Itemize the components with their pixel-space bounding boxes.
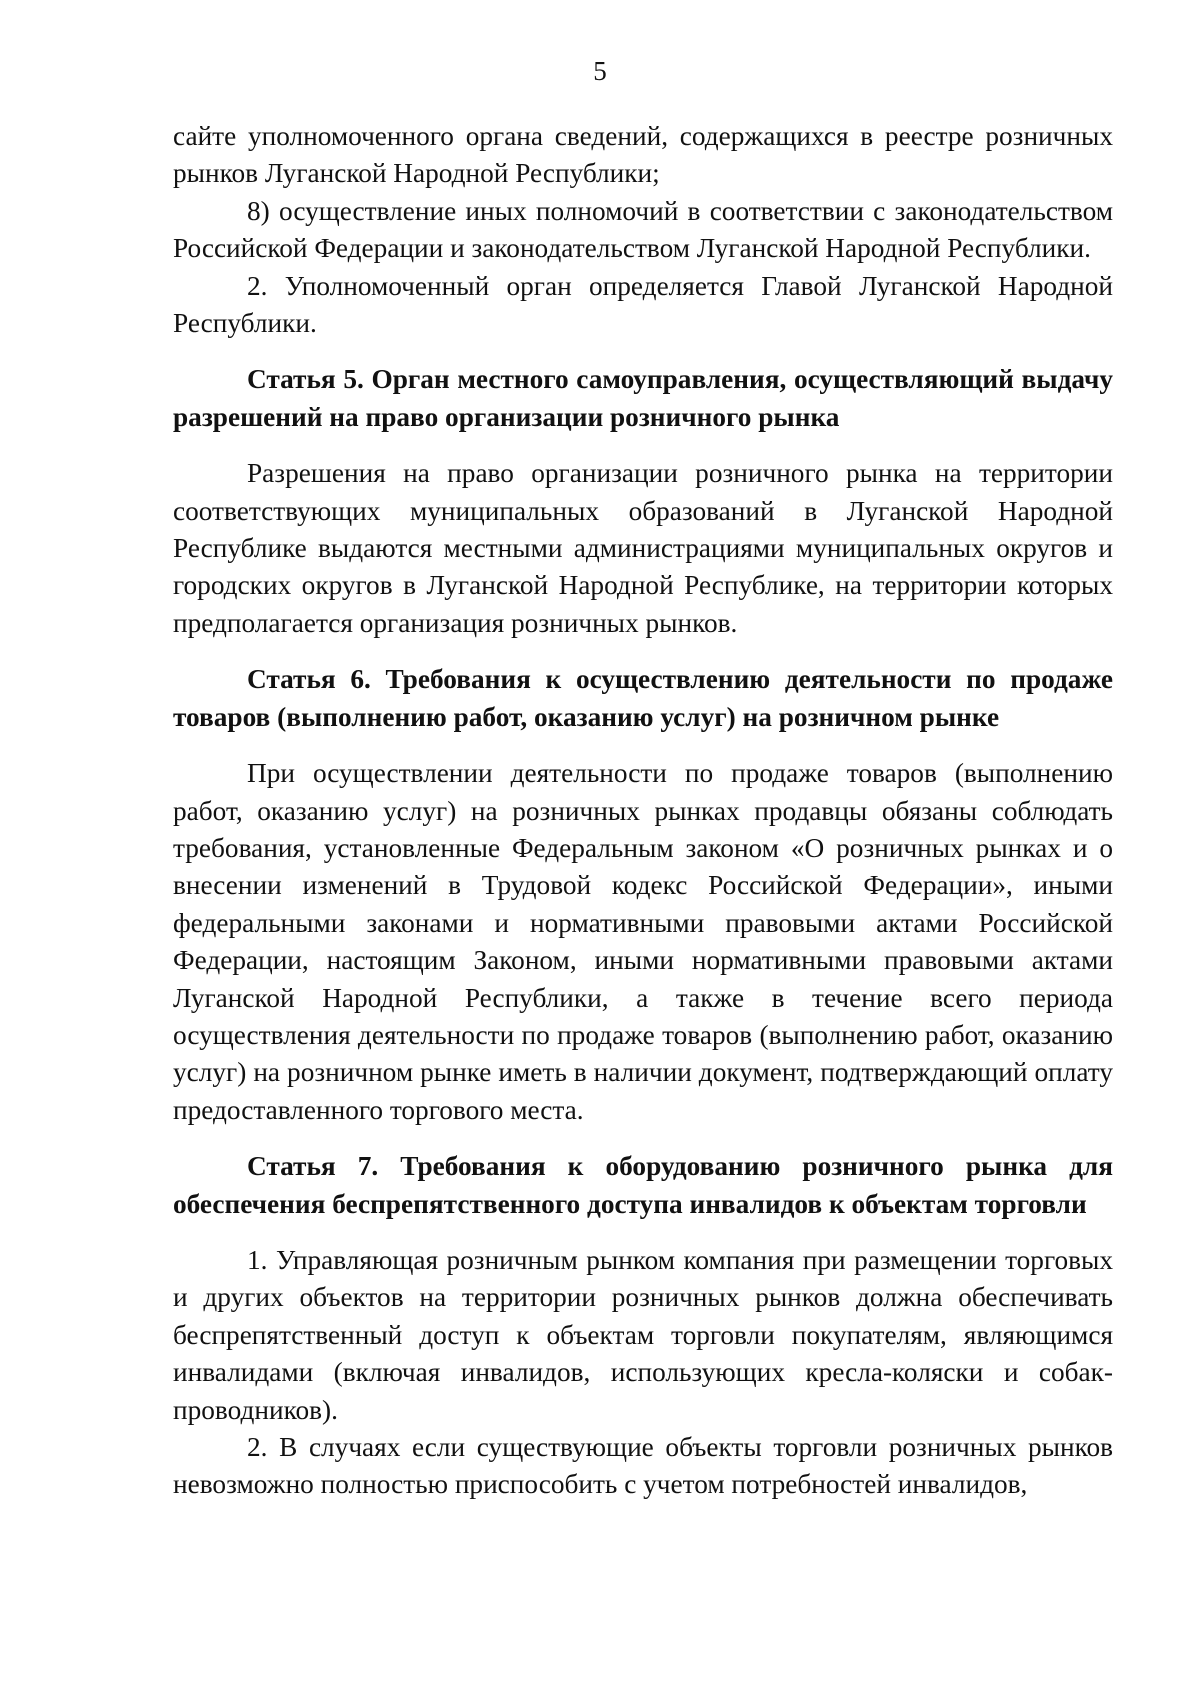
paragraph-continuation: сайте уполномоченного органа сведений, содержащихся в реестре розничных рынков Луганской Народной Республики;	[173, 121, 1113, 189]
article-5-paragraph: Разрешения на право организации розничного рынка на территории соответствующих муниципальных образований в Луганской Народной Республике выдаются местными администрациями муниципальных округов и городских округов в Луганской Народной Республике, на территории которых предполагается организация розничных рынков.	[173, 458, 1113, 638]
article-7-heading: Статья 7. Требования к оборудованию розничного рынка для обеспечения беспрепятственного доступа инвалидов к объектам торговли	[173, 1151, 1113, 1219]
article-6-paragraph: При осуществлении деятельности по продаже товаров (выполнению работ, оказанию услуг) на розничных рынках продавцы обязаны соблюдать требования, установленные Федеральным законом «О розничных рынках и о внесении изменений в Трудовой кодекс Российской Федерации», иными федеральными законами и нормативными правовыми актами Российской Федерации, настоящим Законом, иными нормативными правовыми актами Луганской Народной Республики, а также в течение всего периода осуществления деятельности по продаже товаров (выполнению работ, оказанию услуг) на розничном рынке иметь в наличии документ, подтверждающий оплату предоставленного торгового места.	[173, 758, 1113, 1125]
document-body	[173, 118, 1113, 1504]
paragraph-authorized-body: 2. Уполномоченный орган определяется Главой Луганской Народной Республики.	[173, 270, 1113, 339]
article-7-paragraph-1: 1. Управляющая розничным рынком компания при размещении торговых и других объектов на территории розничных рынков должна обеспечивать беспрепятственный доступ к объектам торговли покупателям, являющимся инвалидами (включая инвалидов, использующих кресла-коляски и собак-проводников).	[173, 1244, 1113, 1425]
article-5-heading: Статья 5. Орган местного самоуправления, осуществляющий выдачу разрешений на право организации розничного рынка	[173, 364, 1113, 432]
article-6-heading: Статья 6. Требования к осуществлению деятельности по продаже товаров (выполнению работ, оказанию услуг) на розничном рынке	[173, 664, 1113, 732]
paragraph-item-8: 8) осуществление иных полномочий в соответствии с законодательством Российской Федерации и законодательством Луганской Народной Республики.	[173, 195, 1113, 264]
article-7-paragraph-2: 2. В случаях если существующие объекты торговли розничных рынков невозможно полностью приспособить с учетом потребностей инвалидов,	[173, 1432, 1113, 1500]
page-number: 5	[593, 56, 607, 86]
